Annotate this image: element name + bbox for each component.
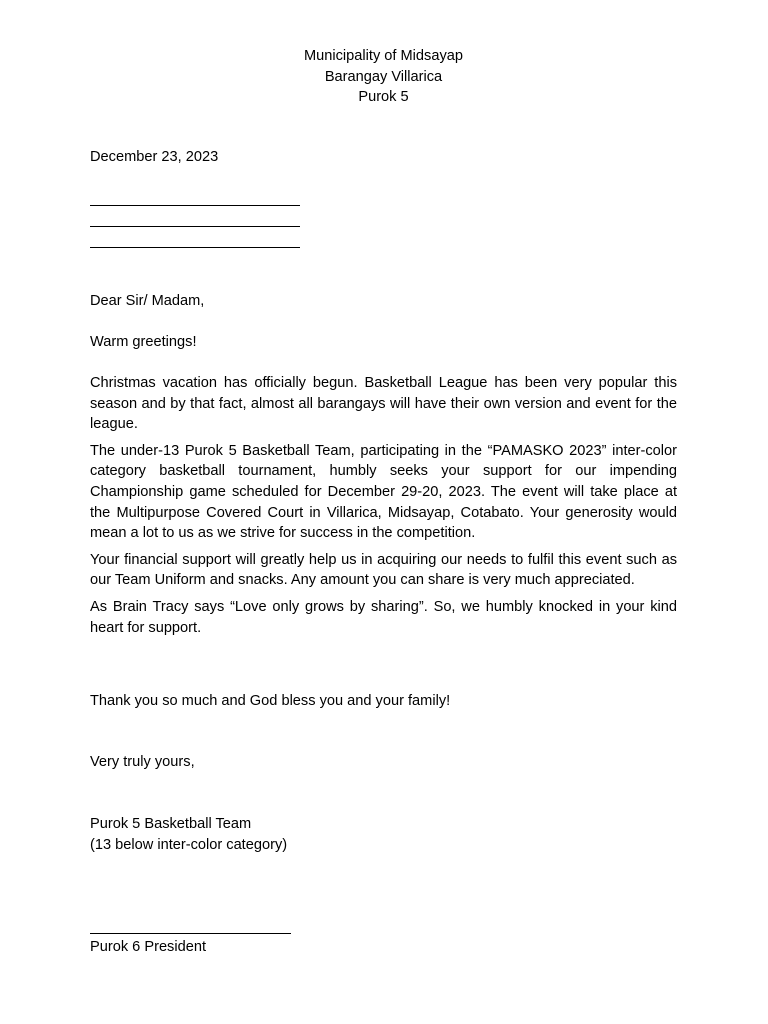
- recipient-blank-line: [90, 247, 300, 248]
- thank-you-line: Thank you so much and God bless you and your family!: [90, 693, 451, 709]
- recipient-address-blanks: [90, 205, 300, 268]
- letter-page: [90, 0, 677, 1024]
- signatory-subtitle: (13 below inter-color category): [90, 836, 288, 853]
- salutation: Dear Sir/ Madam,: [90, 293, 205, 309]
- body-paragraph: The under-13 Purok 5 Basketball Team, participating in the “PAMASKO 2023” inter-color category basketball tournament, humbly seeks your support for our impending Championship game scheduled for December 29-20, 2023. The event will take place at the Multipurpose Covered Court in Villarica, Midsayap, Cotabato. Your generosity would mean a lot to us as we strive for success in the competition.: [90, 442, 677, 542]
- signature-line: [90, 933, 291, 934]
- recipient-blank-line: [90, 226, 300, 227]
- body-paragraph: Your financial support will greatly help us in acquiring our needs to fulfil this event such as our Team Uniform and snacks. Any amount you can share is very much appreciated.: [90, 551, 677, 589]
- letter-body: [90, 373, 677, 644]
- closing: Very truly yours,: [90, 754, 195, 770]
- letter-date: December 23, 2023: [90, 149, 219, 165]
- letterhead-purok: Purok 5: [358, 89, 409, 105]
- body-paragraph: Christmas vacation has officially begun. Basketball League has been very popular this season and by that fact, almost all barangays will have their own version and event for the league.: [90, 375, 677, 433]
- signature-title: Purok 6 President: [90, 939, 207, 955]
- letterhead-barangay: Barangay Villarica: [324, 68, 443, 85]
- body-paragraph: As Brain Tracy says “Love only grows by sharing”. So, we humbly knocked in your kind heart for support.: [90, 598, 677, 636]
- letterhead: [90, 46, 677, 108]
- greeting: Warm greetings!: [90, 334, 197, 350]
- letterhead-municipality: Municipality of Midsayap: [304, 48, 463, 64]
- signatory-block: [90, 814, 287, 855]
- recipient-blank-line: [90, 205, 300, 206]
- signatory-name: Purok 5 Basketball Team: [90, 816, 252, 832]
